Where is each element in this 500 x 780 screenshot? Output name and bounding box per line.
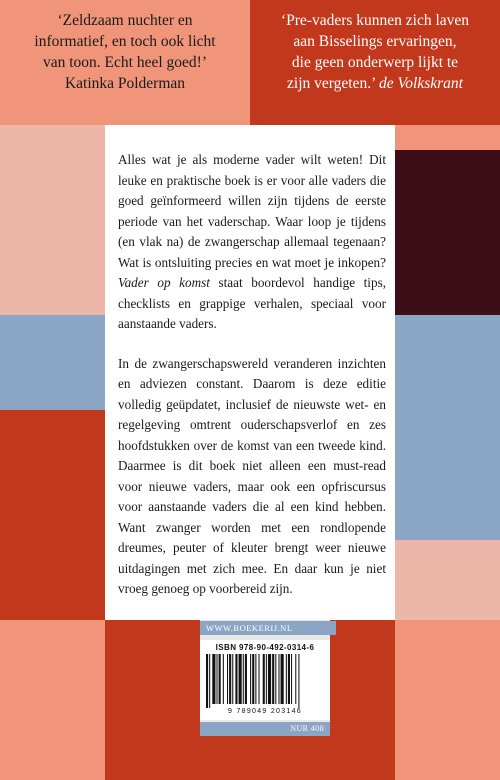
quote-right-source: de Volkskrant (379, 75, 463, 92)
quote-left-line2: informatief, en toch ook licht (34, 33, 216, 50)
bg-left-salmon-bottom (0, 620, 105, 780)
barcode-icon (206, 654, 324, 708)
bg-barcode-strip-rust (200, 736, 330, 780)
bg-right-pink (395, 540, 500, 620)
quote-left (10, 10, 240, 94)
quote-left-line3: van toon. Echt heel goed!’ (43, 54, 207, 71)
blurb (118, 150, 386, 619)
quote-left-line1: ‘Zeldzaam nuchter en (57, 12, 193, 29)
nur-bar (200, 722, 330, 736)
nur-code: NUR 400 (290, 724, 324, 733)
bg-left-blue (0, 315, 105, 410)
quote-right-line1: ‘Pre-vaders kunnen zich laven (280, 12, 470, 29)
isbn: ISBN 978-90-492-0314-6 (215, 643, 315, 652)
quote-right-line4-wrap (255, 73, 495, 94)
bg-left-pink (0, 125, 105, 315)
quote-right (255, 10, 495, 94)
bg-bottom-right-salmon (395, 620, 500, 780)
bg-right-blue (395, 315, 500, 540)
barcode-number: 9 789049 203146 (228, 708, 302, 715)
bg-right-maroon (395, 150, 500, 315)
bg-bottom-right-rust (330, 620, 395, 780)
quote-left-author: Katinka Polderman (64, 75, 186, 92)
blurb-p1-start: Alles wat je als moderne vader wilt weten! Dit leuke en praktische boek is er voor alle vaders die goed geïnformeerd willen zijn tijdens de eerste periode van het vaderschap. Waar loop je tijdens (en vlak na) de zwangerschap allemaal tegenaan? Wat is ontsluiting precies en wat moet je inkopen? (118, 152, 386, 270)
blurb-p1-end: staat boordevol handige tips, checklists en grappige verhalen, speciaal voor aanstaande vaders. (118, 275, 386, 331)
bg-bottom-left-rust (105, 620, 200, 780)
quote-right-line4: zijn vergeten.’ (287, 75, 376, 92)
quote-right-line3: die geen onderwerp lijkt te (291, 54, 459, 71)
publisher-url: WWW.BOEKERIJ.NL (200, 621, 336, 635)
blurb-paragraph-1 (118, 150, 386, 335)
bg-left-rust (0, 410, 105, 620)
bg-right-salmon (395, 125, 500, 150)
book-title: Vader op komst (118, 275, 210, 290)
quote-right-line2: aan Bisselings ervaringen, (293, 33, 457, 50)
barcode-panel (200, 640, 330, 720)
blurb-paragraph-2: In de zwangerschapswereld veranderen inzichten en adviezen constant. Daarom is deze editie volledig geüpdatet, inclusief de nieuwste wet- en regelgeving omtrent ouderschapsverlof en zes hoofdstukken over de komst van een tweede kind. Daarmee is dit boek niet alleen een must-read voor nieuwe vaders, maar ook een opfriscursus voor aanstaande vaders die al een kind hebben. Want zwanger worden met een rondlopende dreumes, peuter of kleuter brengt weer nieuwe uitdagingen met zich mee. En daar kun je niet vroeg genoeg op voorbereid zijn. (118, 355, 386, 596)
